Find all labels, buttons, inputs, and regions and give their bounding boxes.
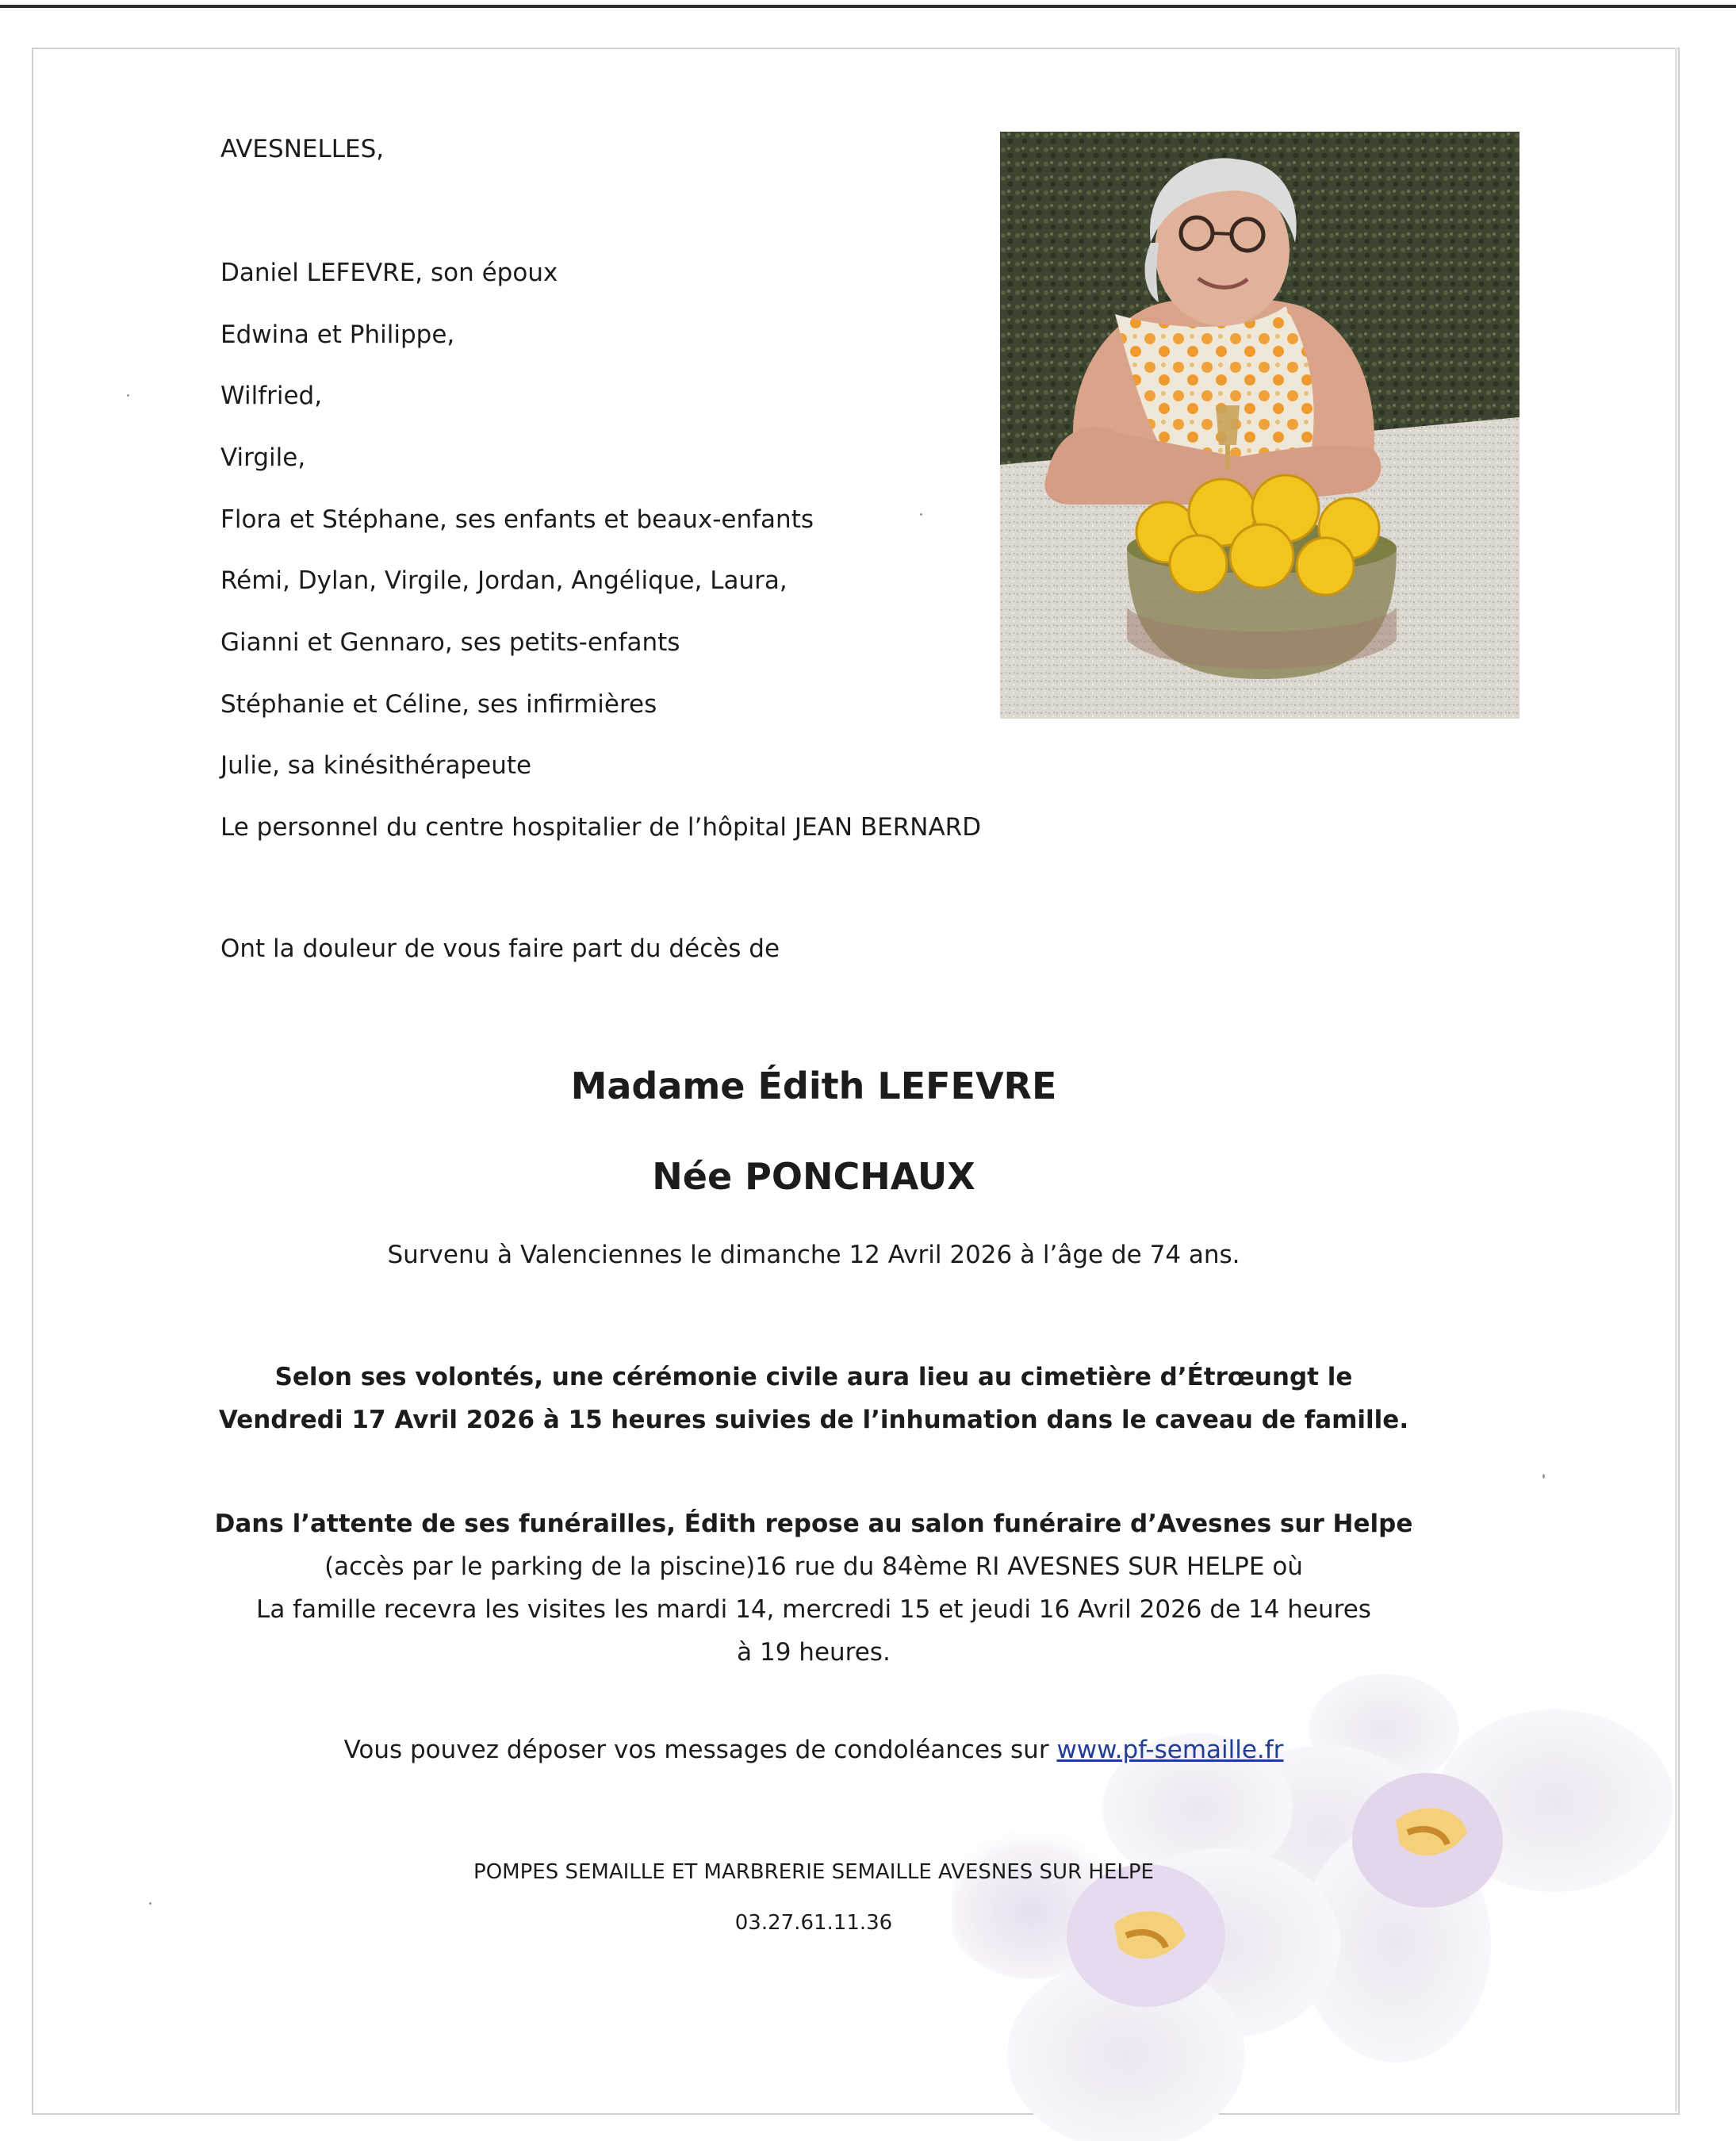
family-line: Stéphanie et Céline, ses infirmières: [220, 690, 657, 719]
family-line: Virgile,: [220, 443, 306, 472]
family-line: Wilfried,: [220, 382, 323, 410]
ceremony-line: Vendredi 17 Avril 2026 à 15 heures suivies de l’inhumation dans le caveau de famille.: [218, 1406, 1409, 1434]
funeral-home-line: Dans l’attente de ses funérailles, Édith repose au salon funéraire d’Avesnes sur Helpe: [214, 1510, 1413, 1538]
family-line: Edwina et Philippe,: [220, 320, 455, 349]
death-info: Survenu à Valenciennes le dimanche 12 Avril 2026 à l’âge de 74 ans.: [387, 1241, 1240, 1269]
place-name: AVESNELLES,: [220, 135, 385, 163]
scan-edge-line: [0, 5, 1736, 8]
portrait-illustration: [1000, 132, 1519, 719]
family-line: Gianni et Gennaro, ses petits-enfants: [220, 628, 680, 657]
family-line: Daniel LEFEVRE, son époux: [220, 259, 558, 287]
scan-speck: [127, 394, 129, 397]
ceremony-line: Selon ses volontés, une cérémonie civile aura lieu au cimetière d’Étrœungt le: [274, 1363, 1353, 1391]
company-phone: 03.27.61.11.36: [734, 1911, 893, 1935]
scan-speck: [920, 513, 922, 516]
family-line: Julie, sa kinésithérapeute: [220, 751, 532, 780]
family-line: Le personnel du centre hospitalier de l’hôpital JEAN BERNARD: [220, 813, 982, 842]
funeral-home-line: La famille recevra les visites les mardi 14, mercredi 15 et jeudi 16 Avril 2026 de 14 heures: [256, 1595, 1371, 1624]
announcement-text: Ont la douleur de vous faire part du décès de: [220, 934, 780, 963]
deceased-name: Madame Édith LEFEVRE: [570, 1065, 1057, 1107]
scan-speck: [149, 1902, 151, 1905]
condolences-line: [0, 1736, 1627, 1765]
portrait-photo: [1000, 132, 1519, 719]
family-line: Flora et Stéphane, ses enfants et beaux-enfants: [220, 505, 814, 534]
condolences-text: Vous pouvez déposer vos messages de condoléances sur: [343, 1736, 1057, 1764]
company-name: POMPES SEMAILLE ET MARBRERIE SEMAILLE AVESNES SUR HELPE: [473, 1860, 1154, 1884]
funeral-home-line: (accès par le parking de la piscine)16 rue du 84ème RI AVESNES SUR HELPE où: [324, 1552, 1303, 1581]
website-link[interactable]: www.pf-semaille.fr: [1056, 1736, 1284, 1764]
family-line: Rémi, Dylan, Virgile, Jordan, Angélique, Laura,: [220, 566, 788, 595]
funeral-home-line: à 19 heures.: [737, 1638, 891, 1667]
maiden-name: Née PONCHAUX: [652, 1155, 975, 1198]
scan-speck: [1542, 1474, 1545, 1479]
